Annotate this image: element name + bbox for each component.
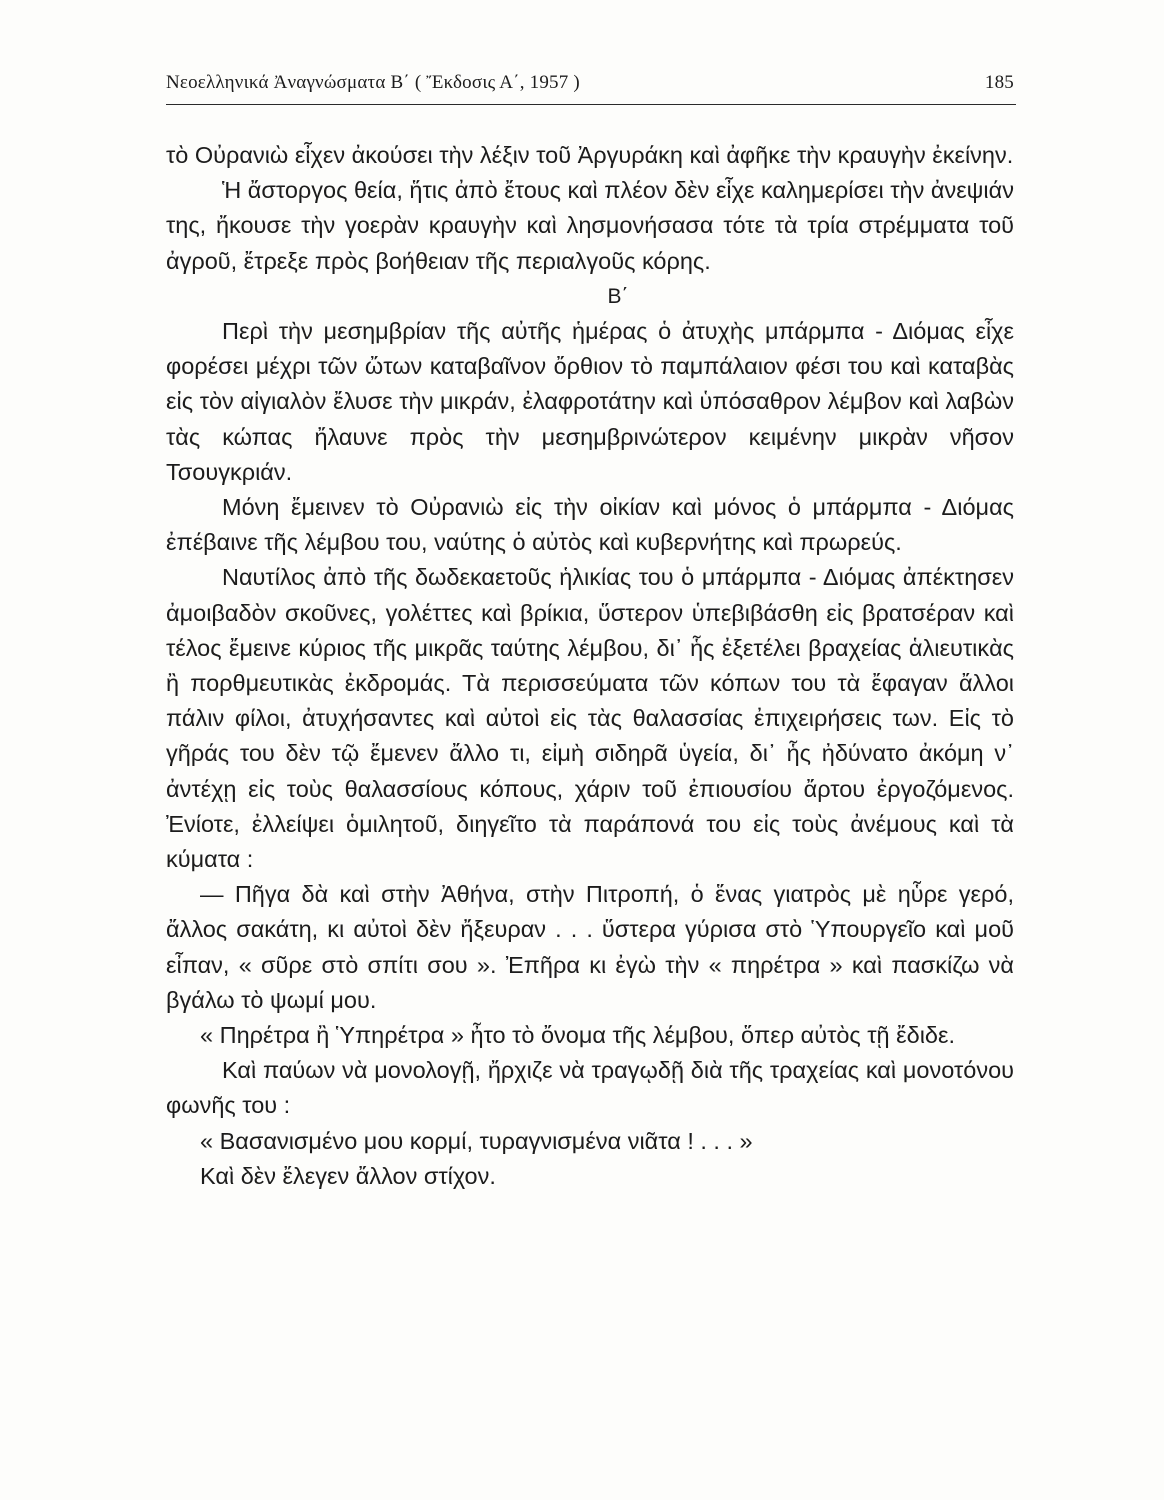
running-title: Νεοελληνικά Ἀναγνώσματα Β΄ ( Ἔκδοσις Α΄, 1957 ) <box>166 72 580 93</box>
verse-line: « Βασανισμένο μου κορμί, τυραγνισμένα νιᾶτα ! . . . » <box>200 1127 753 1154</box>
paragraph: Καὶ δὲν ἔλεγεν ἄλλον στίχον. <box>200 1162 496 1189</box>
paragraph: Ἡ ἄστοργος θεία, ἥτις ἀπὸ ἔτους καὶ πλέον δὲν εἶχε καλημερίσει τὴν ἀνεψιάν της, ἤκουσε τὴν γοερὰν κραυγὴν καὶ λησμονήσασα τότε τὰ τρία στρέμματα τοῦ ἀγροῦ, ἔτρεξε πρὸς βοήθειαν τῆς περιαλγοῦς κόρης. <box>166 177 1014 274</box>
paragraph: Μόνη ἔμεινεν τὸ Οὐρανιὼ εἰς τὴν οἰκίαν καὶ μόνος ὁ μπάρμπα - Διόμας ἐπέβαινε τῆς λέμβου του, ναύτης ὁ αὐτὸς καὶ κυβερνήτης καὶ πρωρεύς. <box>166 494 1014 556</box>
section-heading: Β΄ <box>607 284 629 308</box>
paragraph: « Πηρέτρα ἢ Ὑπηρέτρα » ἦτο τὸ ὄνομα τῆς λέμβου, ὅπερ αὐτὸς τῇ ἔδιδε. <box>200 1022 956 1049</box>
dialogue-paragraph: — Πῆγα δὰ καὶ στὴν Ἀθήνα, στὴν Πιτροπή, ὁ ἕνας γιατρὸς μὲ ηὗρε γερό, ἄλλος σακάτη, κι αὐτοὶ δὲν ἤξευραν . . . ὕστερα γύρισα στὸ Ὑπουργεῖο καὶ μοῦ εἶπαν, « σῦρε στὸ σπίτι σου ». Ἐπῆρα κι ἐγὼ τὴν « πηρέτρα » καὶ πασκίζω νὰ βγάλω τὸ ψωμί μου. <box>166 881 1014 1013</box>
paragraph: Ναυτίλος ἀπὸ τῆς δωδεκαετοῦς ἡλικίας του ὁ μπάρμπα - Διόμας ἀπέκτησεν ἀμοιβαδὸν σκοῦνες, γολέττες καὶ βρίκια, ὕστερον ὑπεβιβάσθη εἰς βρατσέραν καὶ τέλος ἔμεινε κύριος τῆς μικρᾶς ταύτης λέμβου, δι᾽ ἧς ἐξετέλει βραχείας ἁλιευτικὰς ἢ πορθμευτικὰς ἐκδρομάς. Τὰ περισσεύματα τῶν κόπων του τὰ ἔφαγαν ἄλλοι πάλιν φίλοι, ἀτυχήσαντες καὶ αὐτοὶ εἰς τὰς θαλασσίας ἐπιχειρήσεις των. Εἰς τὸ γῆράς του δὲν τῷ ἔμενεν ἄλλο τι, εἰμὴ σιδηρᾶ ὑγεία, δι᾽ ἧς ἠδύνατο ἀκόμη ν᾽ ἀντέχῃ εἰς τοὺς θαλασσίους κόπους, χάριν τοῦ ἐπιουσίου ἄρτου ἐργοζόμενος. Ἐνίοτε, ἐλλείψει ὁμιλητοῦ, διηγεῖτο τὰ παράπονά του εἰς τοὺς ἀνέμους καὶ τὰ κύματα : <box>166 564 1014 873</box>
running-head <box>166 72 1014 94</box>
page-body <box>166 138 1014 1194</box>
paragraph: Καὶ παύων νὰ μονολογῇ, ἤρχιζε νὰ τραγῳδῇ διὰ τῆς τραχείας καὶ μονοτόνου φωνῆς του : <box>166 1057 1014 1119</box>
paragraph: Περὶ τὴν μεσημβρίαν τῆς αὐτῆς ἡμέρας ὁ ἀτυχὴς μπάρμπα - Διόμας εἶχε φορέσει μέχρι τῶν ὤτων καταβαῖνον ὄρθιον τὸ παμπάλαιον φέσι του καὶ καταβὰς εἰς τὸν αἰγιαλὸν ἔλυσε τὴν μικράν, ἐλαφροτάτην καὶ ὑπόσαθρον λέμβον καὶ λαβὼν τὰς κώπας ἤλαυνε πρὸς τὴν μεσημβρινώτερον κειμένην μικρὰν νῆσον Τσουγκριάν. <box>166 318 1014 485</box>
header-rule <box>166 104 1016 105</box>
page-number: 185 <box>984 72 1014 93</box>
paragraph-continuation: τὸ Οὐρανιὼ εἶχεν ἀκούσει τὴν λέξιν τοῦ Ἀργυράκη καὶ ἀφῆκε τὴν κραυγὴν ἐκείνην. <box>166 142 1014 168</box>
